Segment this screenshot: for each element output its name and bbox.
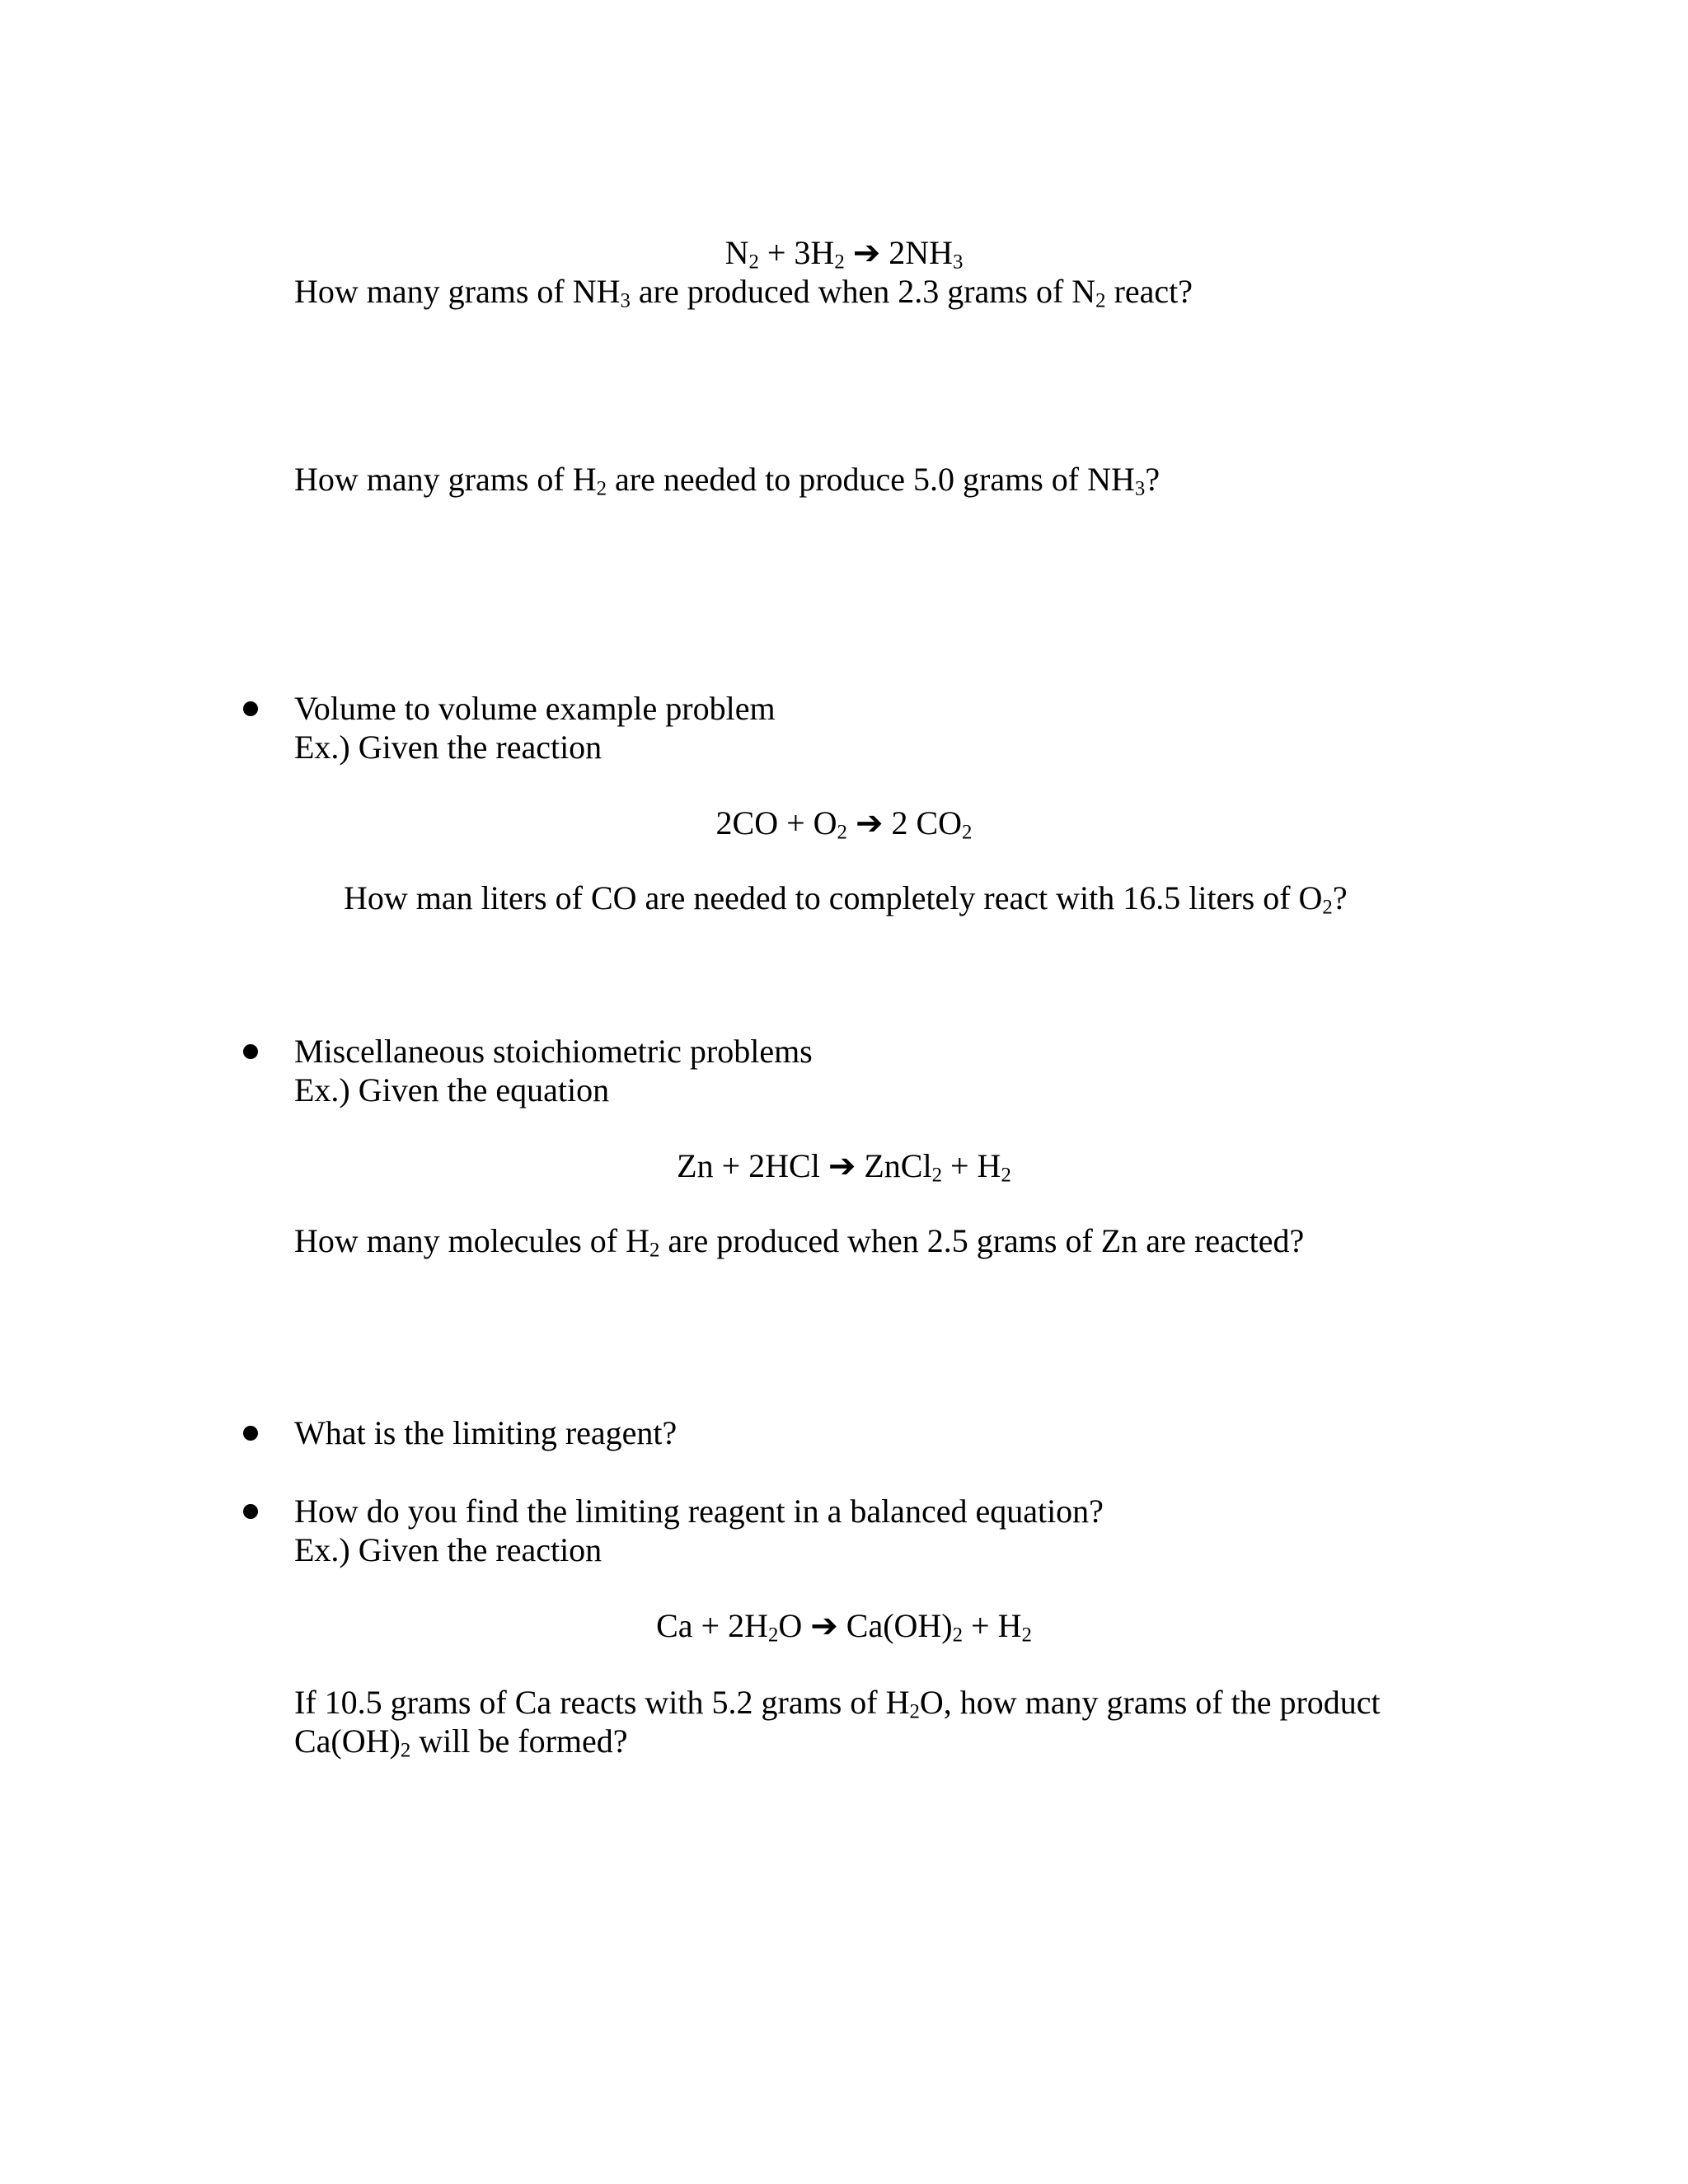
eq-text: 2CO + O [715,804,837,841]
question-text: react? [1105,273,1193,310]
question-text: ? [1145,461,1160,498]
equation-zinc [0,1146,1688,1186]
question-subscript: 3 [1134,477,1146,500]
question-text: How many molecules of H [294,1222,650,1259]
question-subscript: 2 [1322,896,1333,919]
eq-text: N [724,234,749,271]
reaction-arrow-icon: ➔ [819,1147,865,1184]
eq-text: + 3H [758,234,835,271]
eq-subscript: 3 [953,251,964,274]
eq-text: Zn + 2HCl [677,1147,820,1184]
question-text: will be formed? [410,1722,628,1760]
bullet-icon [243,1426,258,1441]
given-equation-label: Ex.) Given the equation [294,1071,610,1108]
eq-subscript: 2 [767,1624,779,1647]
eq-text: 2NH [889,234,954,271]
eq-text: Ca + 2H [656,1607,768,1644]
question-limiting-reagent: What is the limiting reagent? [294,1414,678,1451]
question-text: are needed to produce 5.0 grams of NH [607,461,1135,498]
question-grams-h2 [294,460,1160,499]
question-grams-nh3 [294,272,1193,312]
eq-subscript: 2 [962,821,973,844]
eq-text: Ca(OH) [846,1607,953,1644]
equation-calcium [0,1606,1688,1646]
question-text: O, how many grams of the product [919,1684,1381,1721]
question-text: are produced when 2.5 grams of Zn are reacted? [659,1222,1305,1259]
question-subscript: 2 [909,1700,920,1723]
question-text: How many grams of H [294,461,597,498]
question-text: ? [1332,879,1348,916]
reaction-arrow-icon: ➔ [846,804,892,841]
eq-text: 2 CO [891,804,963,841]
reaction-arrow-icon: ➔ [802,1607,846,1644]
eq-subscript: 2 [931,1164,942,1187]
question-text: If 10.5 grams of Ca reacts with 5.2 grams of H [294,1684,910,1721]
given-reaction-label: Ex.) Given the reaction [294,1531,603,1568]
question-text: are produced when 2.3 grams of N [630,273,1096,310]
eq-subscript: 2 [834,251,845,274]
eq-text: + H [963,1607,1022,1644]
bullet-icon [243,1504,258,1519]
eq-subscript: 2 [1021,1624,1032,1647]
question-text: How many grams of NH [294,273,621,310]
question-text: Ca(OH) [294,1722,401,1760]
reaction-arrow-icon: ➔ [844,234,889,271]
section-heading-find-limiting: How do you find the limiting reagent in a balanced equation? [294,1493,1104,1530]
given-reaction-label: Ex.) Given the reaction [294,729,603,766]
eq-subscript: 2 [952,1624,964,1647]
question-subscript: 2 [400,1739,411,1762]
eq-text: + H [941,1147,1001,1184]
eq-text: O [778,1607,803,1644]
equation-ammonia [0,233,1688,273]
question-subscript: 2 [649,1239,660,1262]
eq-subscript: 2 [1001,1164,1011,1187]
bullet-icon [243,1044,258,1059]
question-grams-caoh2-line1 [294,1683,1381,1722]
section-heading-volume: Volume to volume example problem [294,690,776,727]
eq-text: ZnCl [864,1147,932,1184]
question-subscript: 3 [620,289,631,312]
eq-subscript: 2 [748,251,759,274]
equation-carbon-monoxide [0,804,1688,843]
question-liters-co [344,879,1348,918]
question-molecules-h2 [294,1221,1304,1261]
eq-subscript: 2 [837,821,847,844]
question-text: How man liters of CO are needed to completely react with 16.5 liters of O [344,879,1323,916]
question-subscript: 2 [1095,289,1106,312]
section-heading-misc: Miscellaneous stoichiometric problems [294,1033,813,1070]
question-subscript: 2 [596,477,607,500]
question-grams-caoh2-line2 [294,1722,628,1761]
bullet-icon [243,701,258,716]
